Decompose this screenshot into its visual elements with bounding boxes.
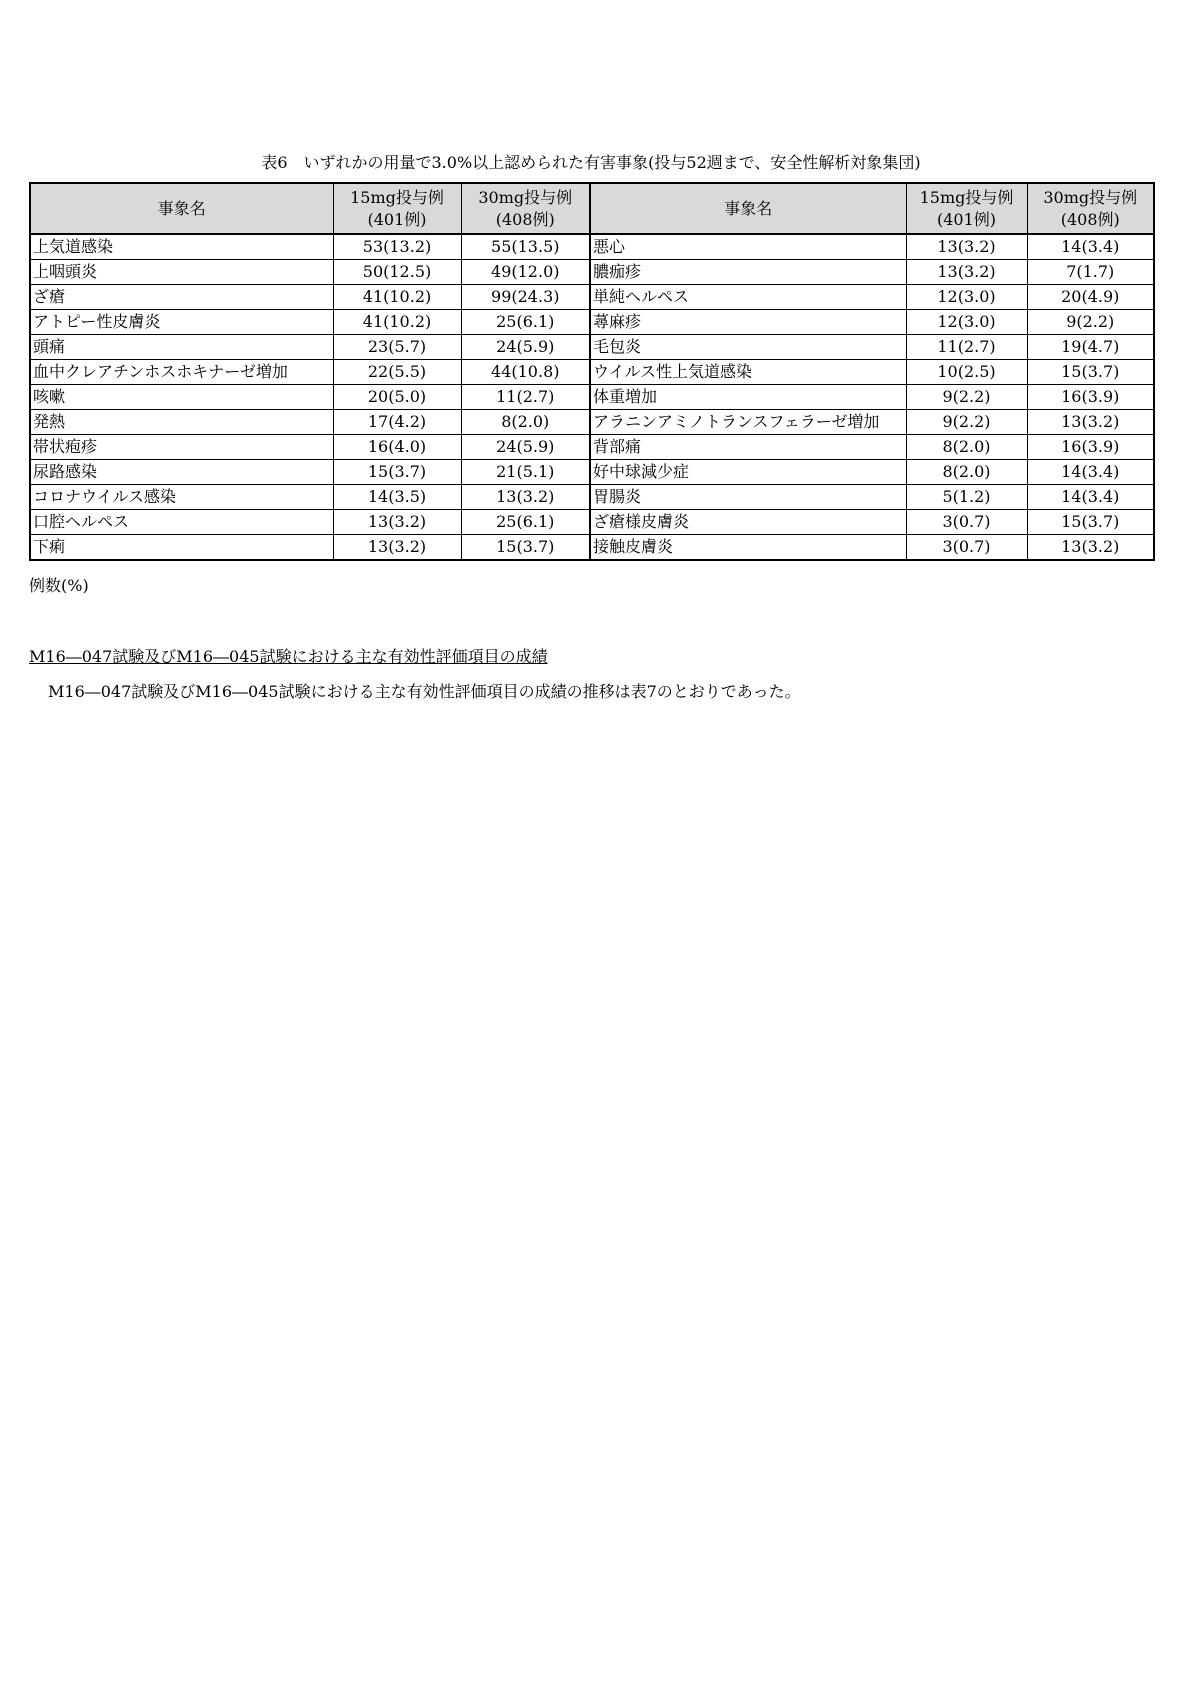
event-name-right: ウイルス性上気道感染: [590, 360, 906, 385]
count-15mg-left: 41(10.2): [333, 285, 461, 310]
count-30mg-left: 15(3.7): [461, 535, 590, 561]
count-30mg-left: 25(6.1): [461, 310, 590, 335]
event-name-left: アトピー性皮膚炎: [30, 310, 333, 335]
count-30mg-right: 13(3.2): [1027, 410, 1154, 435]
count-30mg-right: 16(3.9): [1027, 385, 1154, 410]
count-15mg-left: 41(10.2): [333, 310, 461, 335]
count-30mg-right: 9(2.2): [1027, 310, 1154, 335]
header-30mg-count: (408例): [1060, 209, 1120, 229]
table-row: [30, 285, 1154, 310]
count-30mg-left: 99(24.3): [461, 285, 590, 310]
header-30mg-label: 30mg投与例: [1043, 187, 1138, 207]
table-row: [30, 234, 1154, 260]
count-15mg-right: 11(2.7): [906, 335, 1027, 360]
count-15mg-left: 14(3.5): [333, 485, 461, 510]
count-15mg-left: 16(4.0): [333, 435, 461, 460]
count-30mg-right: 7(1.7): [1027, 260, 1154, 285]
header-30mg-count: (408例): [495, 209, 555, 229]
event-name-left: 血中クレアチンホスホキナーゼ増加: [30, 360, 333, 385]
table-row: [30, 310, 1154, 335]
event-name-right: 背部痛: [590, 435, 906, 460]
table-row: [30, 510, 1154, 535]
count-15mg-right: 5(1.2): [906, 485, 1027, 510]
count-30mg-right: 13(3.2): [1027, 535, 1154, 561]
event-name-right: アラニンアミノトランスフェラーゼ増加: [590, 410, 906, 435]
count-15mg-right: 3(0.7): [906, 510, 1027, 535]
event-name-right: 体重増加: [590, 385, 906, 410]
count-15mg-right: 9(2.2): [906, 410, 1027, 435]
event-name-left: 咳嗽: [30, 385, 333, 410]
count-15mg-right: 3(0.7): [906, 535, 1027, 561]
count-30mg-left: 55(13.5): [461, 234, 590, 260]
count-15mg-left: 20(5.0): [333, 385, 461, 410]
event-name-left: 帯状疱疹: [30, 435, 333, 460]
table-header-row: [30, 183, 1154, 234]
count-15mg-left: 17(4.2): [333, 410, 461, 435]
header-15mg-label: 15mg投与例: [350, 187, 444, 207]
event-name-right: 悪心: [590, 234, 906, 260]
count-15mg-left: 13(3.2): [333, 535, 461, 561]
count-15mg-right: 13(3.2): [906, 260, 1027, 285]
count-15mg-right: 13(3.2): [906, 234, 1027, 260]
count-30mg-left: 21(5.1): [461, 460, 590, 485]
section-paragraph: M16―047試験及びM16―045試験における主な有効性評価項目の成績の推移は表7のとおりであった。: [48, 682, 801, 701]
table-row: [30, 485, 1154, 510]
table-row: [30, 335, 1154, 360]
event-name-left: 上咽頭炎: [30, 260, 333, 285]
table-row: [30, 410, 1154, 435]
count-15mg-left: 53(13.2): [333, 234, 461, 260]
event-name-left: ざ瘡: [30, 285, 333, 310]
event-name-left: 尿路感染: [30, 460, 333, 485]
count-30mg-left: 44(10.8): [461, 360, 590, 385]
count-30mg-right: 14(3.4): [1027, 485, 1154, 510]
count-30mg-right: 16(3.9): [1027, 435, 1154, 460]
table-row: [30, 385, 1154, 410]
table-row: [30, 460, 1154, 485]
table-body: [30, 234, 1154, 560]
count-15mg-left: 22(5.5): [333, 360, 461, 385]
event-name-right: ざ瘡様皮膚炎: [590, 510, 906, 535]
table-row: [30, 435, 1154, 460]
count-15mg-right: 12(3.0): [906, 285, 1027, 310]
count-30mg-right: 15(3.7): [1027, 360, 1154, 385]
count-30mg-left: 24(5.9): [461, 335, 590, 360]
event-name-right: 膿痂疹: [590, 260, 906, 285]
header-15mg-label: 15mg投与例: [919, 187, 1014, 207]
count-15mg-left: 50(12.5): [333, 260, 461, 285]
count-15mg-right: 12(3.0): [906, 310, 1027, 335]
event-name-left: 下痢: [30, 535, 333, 561]
count-30mg-left: 11(2.7): [461, 385, 590, 410]
table-footnote: 例数(%): [29, 576, 89, 595]
header-30mg-label: 30mg投与例: [478, 187, 573, 207]
count-30mg-right: 15(3.7): [1027, 510, 1154, 535]
event-name-right: 蕁麻疹: [590, 310, 906, 335]
count-30mg-right: 14(3.4): [1027, 460, 1154, 485]
header-15mg-right: [906, 183, 1027, 234]
section-heading: M16―047試験及びM16―045試験における主な有効性評価項目の成績: [29, 647, 548, 666]
count-15mg-left: 13(3.2): [333, 510, 461, 535]
table-row: [30, 260, 1154, 285]
count-30mg-left: 25(6.1): [461, 510, 590, 535]
count-30mg-left: 24(5.9): [461, 435, 590, 460]
count-15mg-left: 15(3.7): [333, 460, 461, 485]
event-name-right: 毛包炎: [590, 335, 906, 360]
count-30mg-left: 8(2.0): [461, 410, 590, 435]
event-name-left: 発熱: [30, 410, 333, 435]
adverse-events-table: [29, 182, 1155, 561]
count-15mg-right: 8(2.0): [906, 460, 1027, 485]
header-event-name-right: 事象名: [590, 183, 906, 234]
event-name-left: コロナウイルス感染: [30, 485, 333, 510]
event-name-right: 接触皮膚炎: [590, 535, 906, 561]
event-name-right: 胃腸炎: [590, 485, 906, 510]
event-name-left: 頭痛: [30, 335, 333, 360]
count-30mg-left: 49(12.0): [461, 260, 590, 285]
table-caption: 表6 いずれかの用量で3.0%以上認められた有害事象(投与52週まで、安全性解析対象集団): [261, 153, 921, 172]
event-name-right: 好中球減少症: [590, 460, 906, 485]
header-30mg-left: [461, 183, 590, 234]
count-15mg-right: 10(2.5): [906, 360, 1027, 385]
header-15mg-left: [333, 183, 461, 234]
table-row: [30, 535, 1154, 561]
count-15mg-left: 23(5.7): [333, 335, 461, 360]
count-30mg-right: 19(4.7): [1027, 335, 1154, 360]
event-name-right: 単純ヘルペス: [590, 285, 906, 310]
header-15mg-count: (401例): [367, 209, 427, 229]
count-30mg-right: 20(4.9): [1027, 285, 1154, 310]
count-15mg-right: 8(2.0): [906, 435, 1027, 460]
count-30mg-right: 14(3.4): [1027, 234, 1154, 260]
header-30mg-right: [1027, 183, 1154, 234]
count-30mg-left: 13(3.2): [461, 485, 590, 510]
table-row: [30, 360, 1154, 385]
header-15mg-count: (401例): [936, 209, 997, 229]
count-15mg-right: 9(2.2): [906, 385, 1027, 410]
event-name-left: 上気道感染: [30, 234, 333, 260]
header-event-name-left: 事象名: [30, 183, 333, 234]
event-name-left: 口腔ヘルペス: [30, 510, 333, 535]
